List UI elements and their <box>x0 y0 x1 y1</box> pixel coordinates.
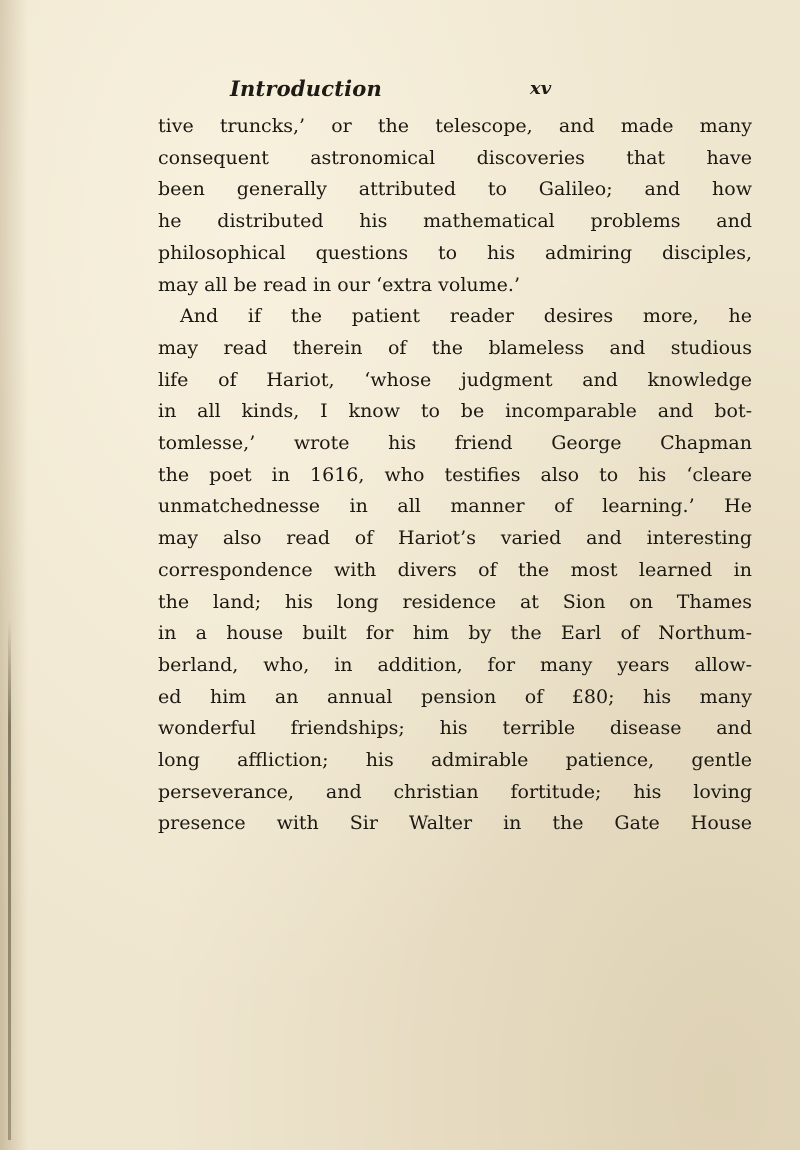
text-line-8: may read therein of the blameless and studious <box>158 336 752 359</box>
text-line-15: correspondence with divers of the most learned in <box>158 558 752 581</box>
page-gutter-shadow <box>8 620 11 1140</box>
text-line-7: And if the patient reader desires more, he <box>180 305 752 328</box>
text-line-13: unmatchednesse in all manner of learning.’ He <box>158 495 752 518</box>
text-line-18: berland, who, in addition, for many years allow- <box>158 653 752 676</box>
text-line-19: ed him an annual pension of £80; his many <box>158 685 752 708</box>
text-line-2: consequent astronomical discoveries that have <box>158 146 752 169</box>
text-line-4: he distributed his mathematical problems and <box>158 210 752 233</box>
body-text <box>158 111 752 840</box>
page-header <box>0 76 800 106</box>
text-line-12: the poet in 1616, who testifies also to his ‘cleare <box>158 463 752 486</box>
text-line-22: perseverance, and christian fortitude; his loving <box>158 780 752 803</box>
text-line-9: life of Hariot, ‘whose judgment and knowledge <box>158 368 752 391</box>
text-line-14: may also read of Hariot’s varied and interesting <box>158 527 752 550</box>
text-line-1: tive truncks,’ or the telescope, and made many <box>158 115 752 137</box>
text-line-17: in a house built for him by the Earl of Northum- <box>158 622 752 645</box>
text-line-20: wonderful friendships; his terrible disease and <box>158 717 752 740</box>
text-line-16: the land; his long residence at Sion on Thames <box>158 590 752 613</box>
page-number: xv <box>530 78 552 99</box>
text-line-5: philosophical questions to his admiring disciples, <box>158 241 752 264</box>
text-line-21: long affliction; his admirable patience, gentle <box>158 749 752 772</box>
text-line-3: been generally attributed to Galileo; and how <box>158 178 752 201</box>
running-title: Introduction <box>230 76 382 101</box>
text-line-23: presence with Sir Walter in the Gate House <box>158 812 752 835</box>
text-line-10: in all kinds, I know to be incomparable and bot- <box>158 400 752 423</box>
text-line-11: tomlesse,’ wrote his friend George Chapman <box>158 432 752 455</box>
text-line-6: may all be read in our ‘extra volume.’ <box>158 273 521 296</box>
